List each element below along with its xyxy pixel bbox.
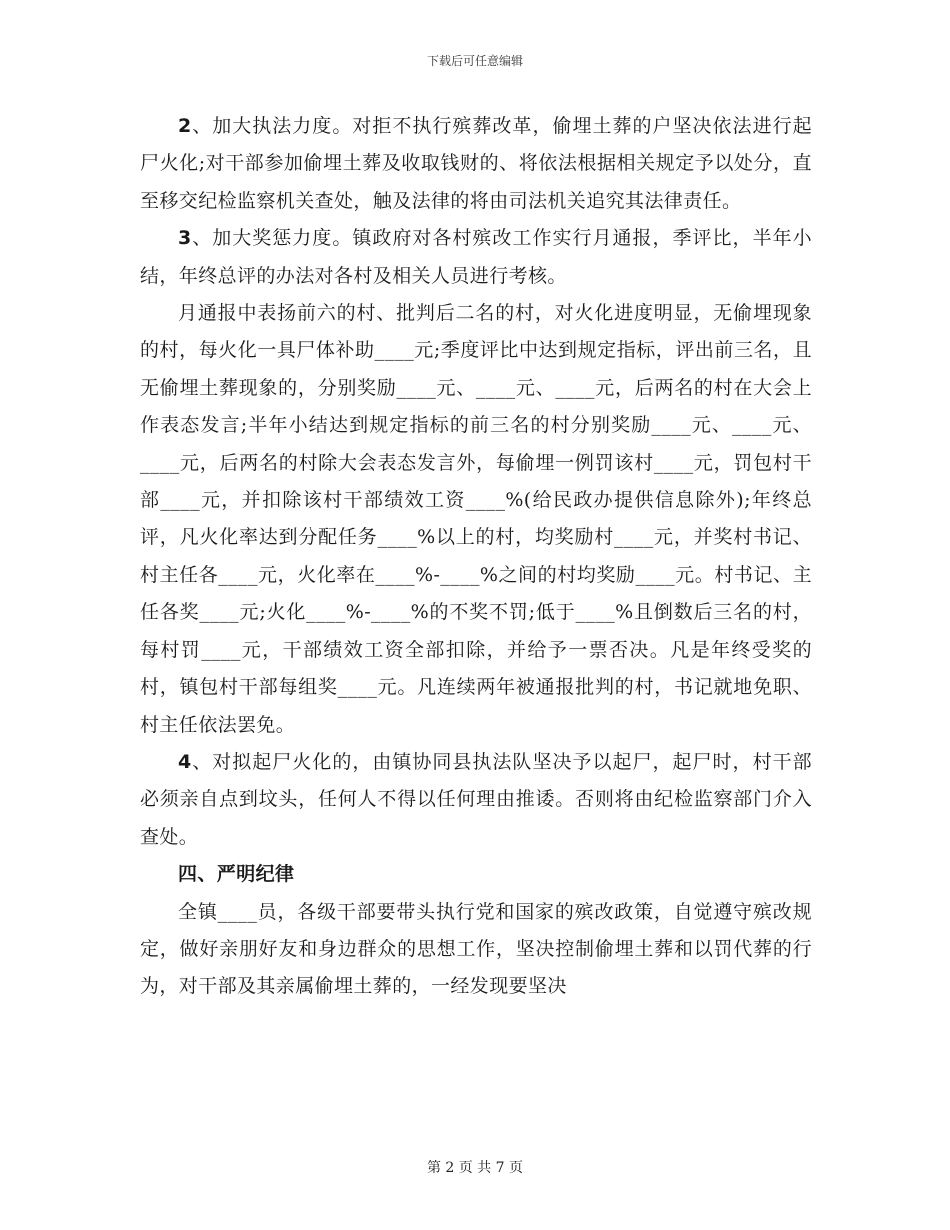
- paragraph-exhumation: [140, 744, 812, 856]
- section-heading: 四、严明纪律: [178, 863, 295, 886]
- page-footer: 第 2 页 共 7 页: [426, 1160, 524, 1176]
- item-number: 2: [178, 115, 192, 137]
- paragraph-discipline: [140, 894, 812, 1006]
- paragraph-rewards: [140, 220, 812, 295]
- document-body: [140, 108, 812, 1006]
- paragraph-text: 、加大奖惩力度。镇政府对各村殡改工作实行月通报，季评比，半年小结，年终总评的办法对各村及相关人员进行考核。: [140, 227, 812, 287]
- paragraph-monthly-report: [140, 295, 812, 744]
- paragraph-enforcement: [140, 108, 812, 220]
- paragraph-text: 、加大执法力度。对拒不执行殡葬改革，偷埋土葬的户坚决依法进行起尸火化;对干部参加偷埋土葬及收取钱财的、将依法根据相关规定予以处分，直至移交纪检监察机关查处，触及法律的将由司法机关追究其法律责任。: [140, 115, 812, 212]
- page-header: 下载后可任意编辑: [426, 54, 523, 68]
- item-number: 4: [178, 750, 192, 773]
- paragraph-text: 全镇____员，各级干部要带头执行党和国家的殡改政策，自觉遵守殡改规定，做好亲朋好友和身边群众的思想工作，坚决控制偷埋土葬和以罚代葬的行为，对干部及其亲属偷埋土葬的，一经发现要坚决: [140, 900, 812, 998]
- paragraph-text: 月通报中表扬前六的村、批判后二名的村，对火化进度明显，无偷埋现象的村，每火化一具尸体补助____元;季度评比中达到规定指标，评出前三名，且无偷埋土葬现象的，分别奖励____元、____元、____元，后两名的村在大会上作表态发言;半年小结达到规定指标的前三名的村分别奖励____元、____元、____元，后两名的村除大会表态发言外，每偷埋一例罚该村____元，罚包村干部____元，并扣除该村干部绩效工资____%(给民政办提供信息除外);年终总评，凡火化率达到分配任务____%以上的村，均奖励村____元，并奖村书记、村主任各____元，火化率在____%-____%之间的村均奖励____元。村书记、主任各奖____元;火化____%-____%的不奖不罚;低于____%且倒数后三名的村，每村罚____元，干部绩效工资全部扣除，并给予一票否决。凡是年终受奖的村，镇包村干部每组奖____元。凡连续两年被通报批判的村，书记就地免职、村主任依法罢免。: [140, 302, 812, 736]
- item-number: 3: [178, 227, 192, 250]
- paragraph-text: 、对拟起尸火化的，由镇协同县执法队坚决予以起尸，起尸时，村干部必须亲自点到坟头，任何人不得以任何理由推诿。否则将由纪检监察部门介入查处。: [140, 750, 812, 848]
